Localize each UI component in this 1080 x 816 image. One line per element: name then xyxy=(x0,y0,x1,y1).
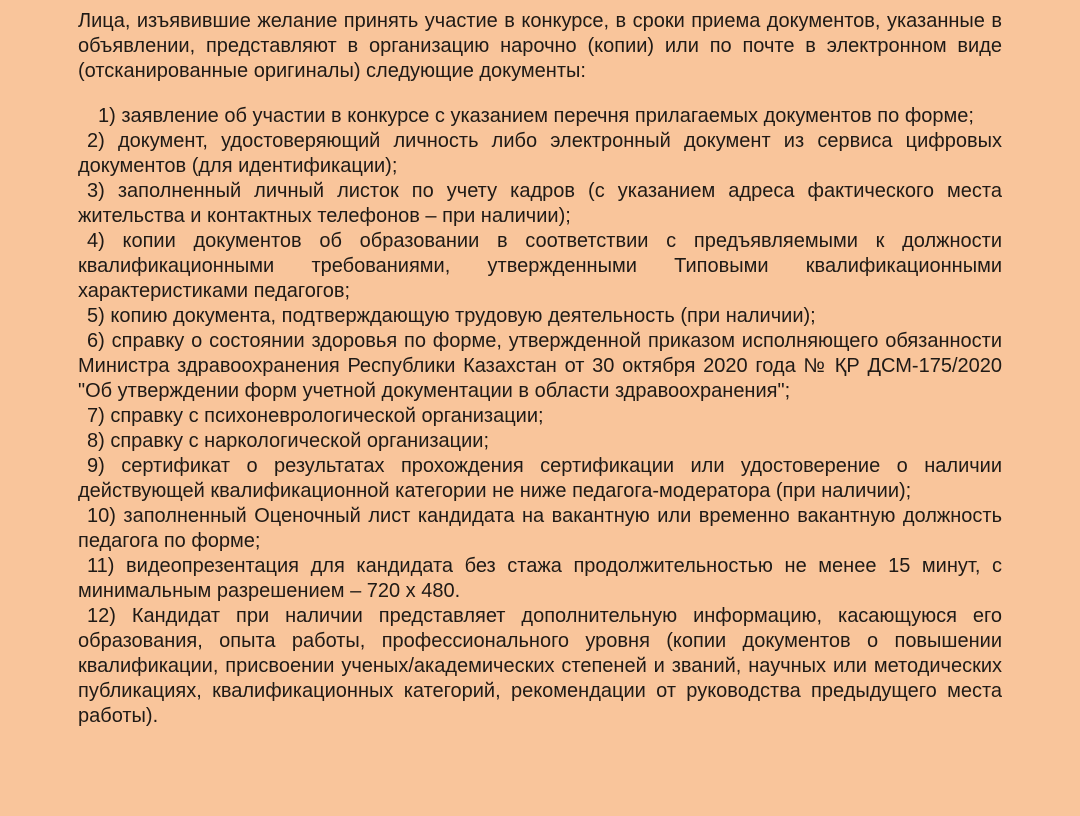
intro-paragraph: Лица, изъявившие желание принять участие в конкурсе, в сроки приема документов, указанные в объявлении, представляют в организацию нарочно (копии) или по почте в электронном виде (отсканированные оригиналы) следующие документы: xyxy=(78,10,1002,82)
list-item-12: 12) Кандидат при наличии представляет дополнительную информацию, касающуюся его образования, опыта работы, профессионального уровня (копии документов о повышении квалификации, присвоении ученых/академических степеней и званий, научных или методических публикациях, квалификационных категорий, рекомендации от руководства предыдущего места работы). xyxy=(78,605,1002,727)
list-item-7: 7) справку с психоневрологической организации; xyxy=(87,405,544,427)
list-item-4: 4) копии документов об образовании в соответствии с предъявляемыми к должности квалификационными требованиями, утвержденными Типовыми квалификационными характеристиками педагогов; xyxy=(78,230,1002,302)
required-documents-list xyxy=(78,104,1002,729)
list-item-5: 5) копию документа, подтверждающую трудовую деятельность (при наличии); xyxy=(87,305,816,327)
list-item-8: 8) справку с наркологической организации; xyxy=(87,430,490,452)
list-item-3: 3) заполненный личный листок по учету кадров (с указанием адреса фактического места жительства и контактных телефонов – при наличии); xyxy=(78,180,1002,227)
list-item-6: 6) справку о состоянии здоровья по форме, утвержденной приказом исполняющего обязанности Министра здравоохранения Республики Казахстан от 30 октября 2020 года № ҚР ДСМ-175/2020 "Об утверждении форм учетной документации в области здравоохранения"; xyxy=(78,330,1002,402)
list-item-1: 1) заявление об участии в конкурсе с указанием перечня прилагаемых документов по форме; xyxy=(98,105,974,127)
list-item-10: 10) заполненный Оценочный лист кандидата на вакантную или временно вакантную должность педагога по форме; xyxy=(78,505,1002,552)
list-item-2: 2) документ, удостоверяющий личность либо электронный документ из сервиса цифровых документов (для идентификации); xyxy=(78,130,1002,177)
list-item-9: 9) сертификат о результатах прохождения сертификации или удостоверение о наличии действующей квалификационной категории не ниже педагога-модератора (при наличии); xyxy=(78,455,1002,502)
list-item-11: 11) видеопрезентация для кандидата без стажа продолжительностью не менее 15 минут, с минимальным разрешением – 720 x 480. xyxy=(78,555,1002,602)
